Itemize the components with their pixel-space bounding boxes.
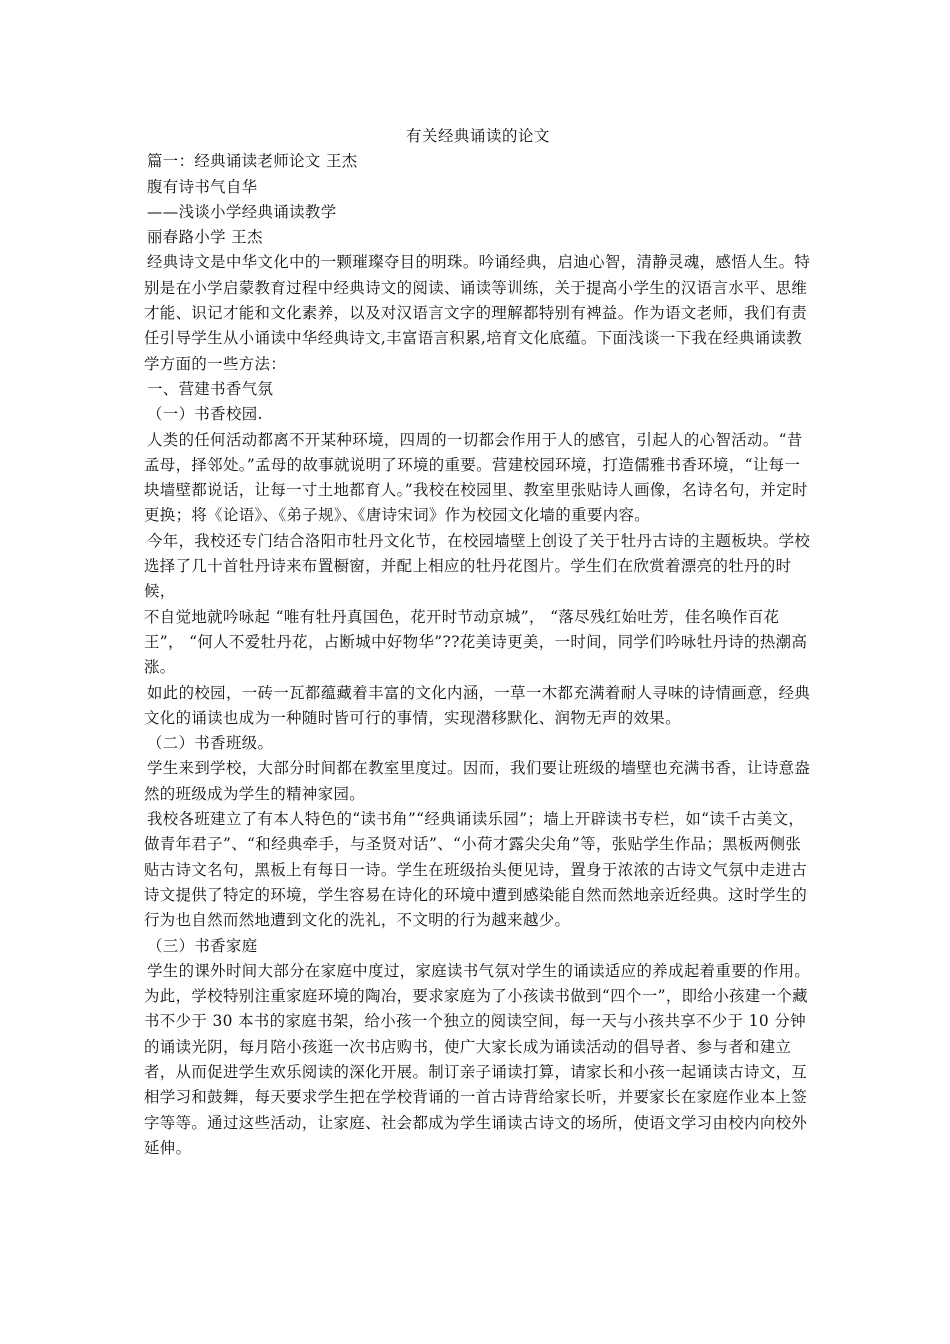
paragraph: ——浅谈小学经典诵读教学 — [147, 202, 337, 221]
paragraph: 人类的任何活动都离不开某种环境，四周的一切都会作用于人的感官，引起人的心智活动。“昔孟母，择邻处。”孟母的故事就说明了环境的重要。营建校园环境，打造儒雅书香环境，“让每一块墙壁都说话，让每一寸土地都育人。”我校在校园里、教室里张贴诗人画像，名诗名句，并定时更换；将《论语》、《弟子规》、《唐诗宋词》作为校园文化墙的重要内容。 — [144, 430, 808, 525]
paragraph: 腹有诗书气自华 — [147, 177, 258, 196]
document-body — [144, 124, 812, 1161]
paragraph: 丽春路小学 王杰 — [147, 228, 263, 247]
paragraph: 如此的校园，一砖一瓦都蕴藏着丰富的文化内涵，一草一木都充满着耐人寻味的诗情画意，经典文化的诵读也成为一种随时皆可行的事情，实现潜移默化、润物无声的效果。 — [144, 683, 811, 727]
paragraph: 今年，我校还专门结合洛阳市牡丹文化节，在校园墙壁上创设了关于牡丹古诗的主题板块。学校选择了几十首牡丹诗来布置橱窗，并配上相应的牡丹花图片。学生们在欣赏着漂亮的牡丹的时候， — [144, 531, 811, 601]
paragraph: 篇一：经典诵读老师论文 王杰 — [147, 152, 358, 171]
document-title: 有关经典诵读的论文 — [406, 127, 550, 145]
paragraph: 经典诗文是中华文化中的一颗璀璨夺目的明珠。吟诵经典，启迪心智，清静灵魂，感悟人生。特别是在小学启蒙教育过程中经典诗文的阅读、诵读等训练，关于提高小学生的汉语言水平、思维才能、识记才能和文化素养，以及对汉语言文字的理解都特别有裨益。作为语文老师，我们有责任引导学生从小诵读中华经典诗文,丰富语言积累,培育文化底蕴。下面浅谈一下我在经典诵读教学方面的一些方法： — [144, 253, 811, 373]
subsection-heading: （三）书香家庭 — [147, 936, 258, 955]
paragraph: 学生的课外时间大部分在家庭中度过，家庭读书气氛对学生的诵读适应的养成起着重要的作用。为此，学校特别注重家庭环境的陶冶，要求家庭为了小孩读书做到“四个一”，即给小孩建一个藏 — [144, 961, 811, 1006]
paragraph: 我校各班建立了有本人特色的“读书角”“经典诵读乐园”；墙上开辟读书专栏，如“读千古美文，做青年君子”、“和经典牵手，与圣贤对话”、“小荷才露尖尖角”等，张贴学生作品；黑板两侧张贴古诗文名句，黑板上有每日一诗。学生在班级抬头便见诗，置身于浓浓的古诗文气氛中走进古诗文提供了特定的环境，学生容易在诗化的环境中遭到感染能自然而然地亲近经典。这时学生的行为也自然而然地遭到文化的洗礼，不文明的行为越来越少。 — [144, 810, 808, 930]
paragraph: 学生来到学校，大部分时间都在教室里度过。因而，我们要让班级的墙壁也充满书香，让诗意盎然的班级成为学生的精神家园。 — [144, 759, 811, 803]
paragraph: 不自觉地就吟咏起 “唯有牡丹真国色，花开时节动京城”， “落尽残红始吐芳，佳名唤作百花王”， “何人不爱牡丹花，占断城中好物华”??花美诗更美，一时间，同学们吟咏牡丹诗的热潮高涨。 — [144, 607, 808, 677]
subsection-heading: （二）书香班级。 — [147, 734, 274, 753]
paragraph: 书不少于 30 本书的家庭书架，给小孩一个独立的阅读空间，每一天与小孩共享不少于 10 分钟的诵读光阴，每月陪小孩逛一次书店购书，使广大家长成为诵读活动的倡导者、参与者和建立者，从而促进学生欢乐阅读的深化开展。制订亲子诵读打算，请家长和小孩一起诵读古诗文，互相学习和鼓舞，每天要求学生把在学校背诵的一首古诗背给家长听，并要家长在家庭作业本上签字等等。通过这些活动，让家庭、社会都成为学生诵读古诗文的场所，使语文学习由校内向校外延伸。 — [144, 1012, 808, 1157]
section-heading: 一、营建书香气氛 — [147, 379, 274, 398]
subsection-heading: （一）书香校园. — [147, 405, 263, 424]
